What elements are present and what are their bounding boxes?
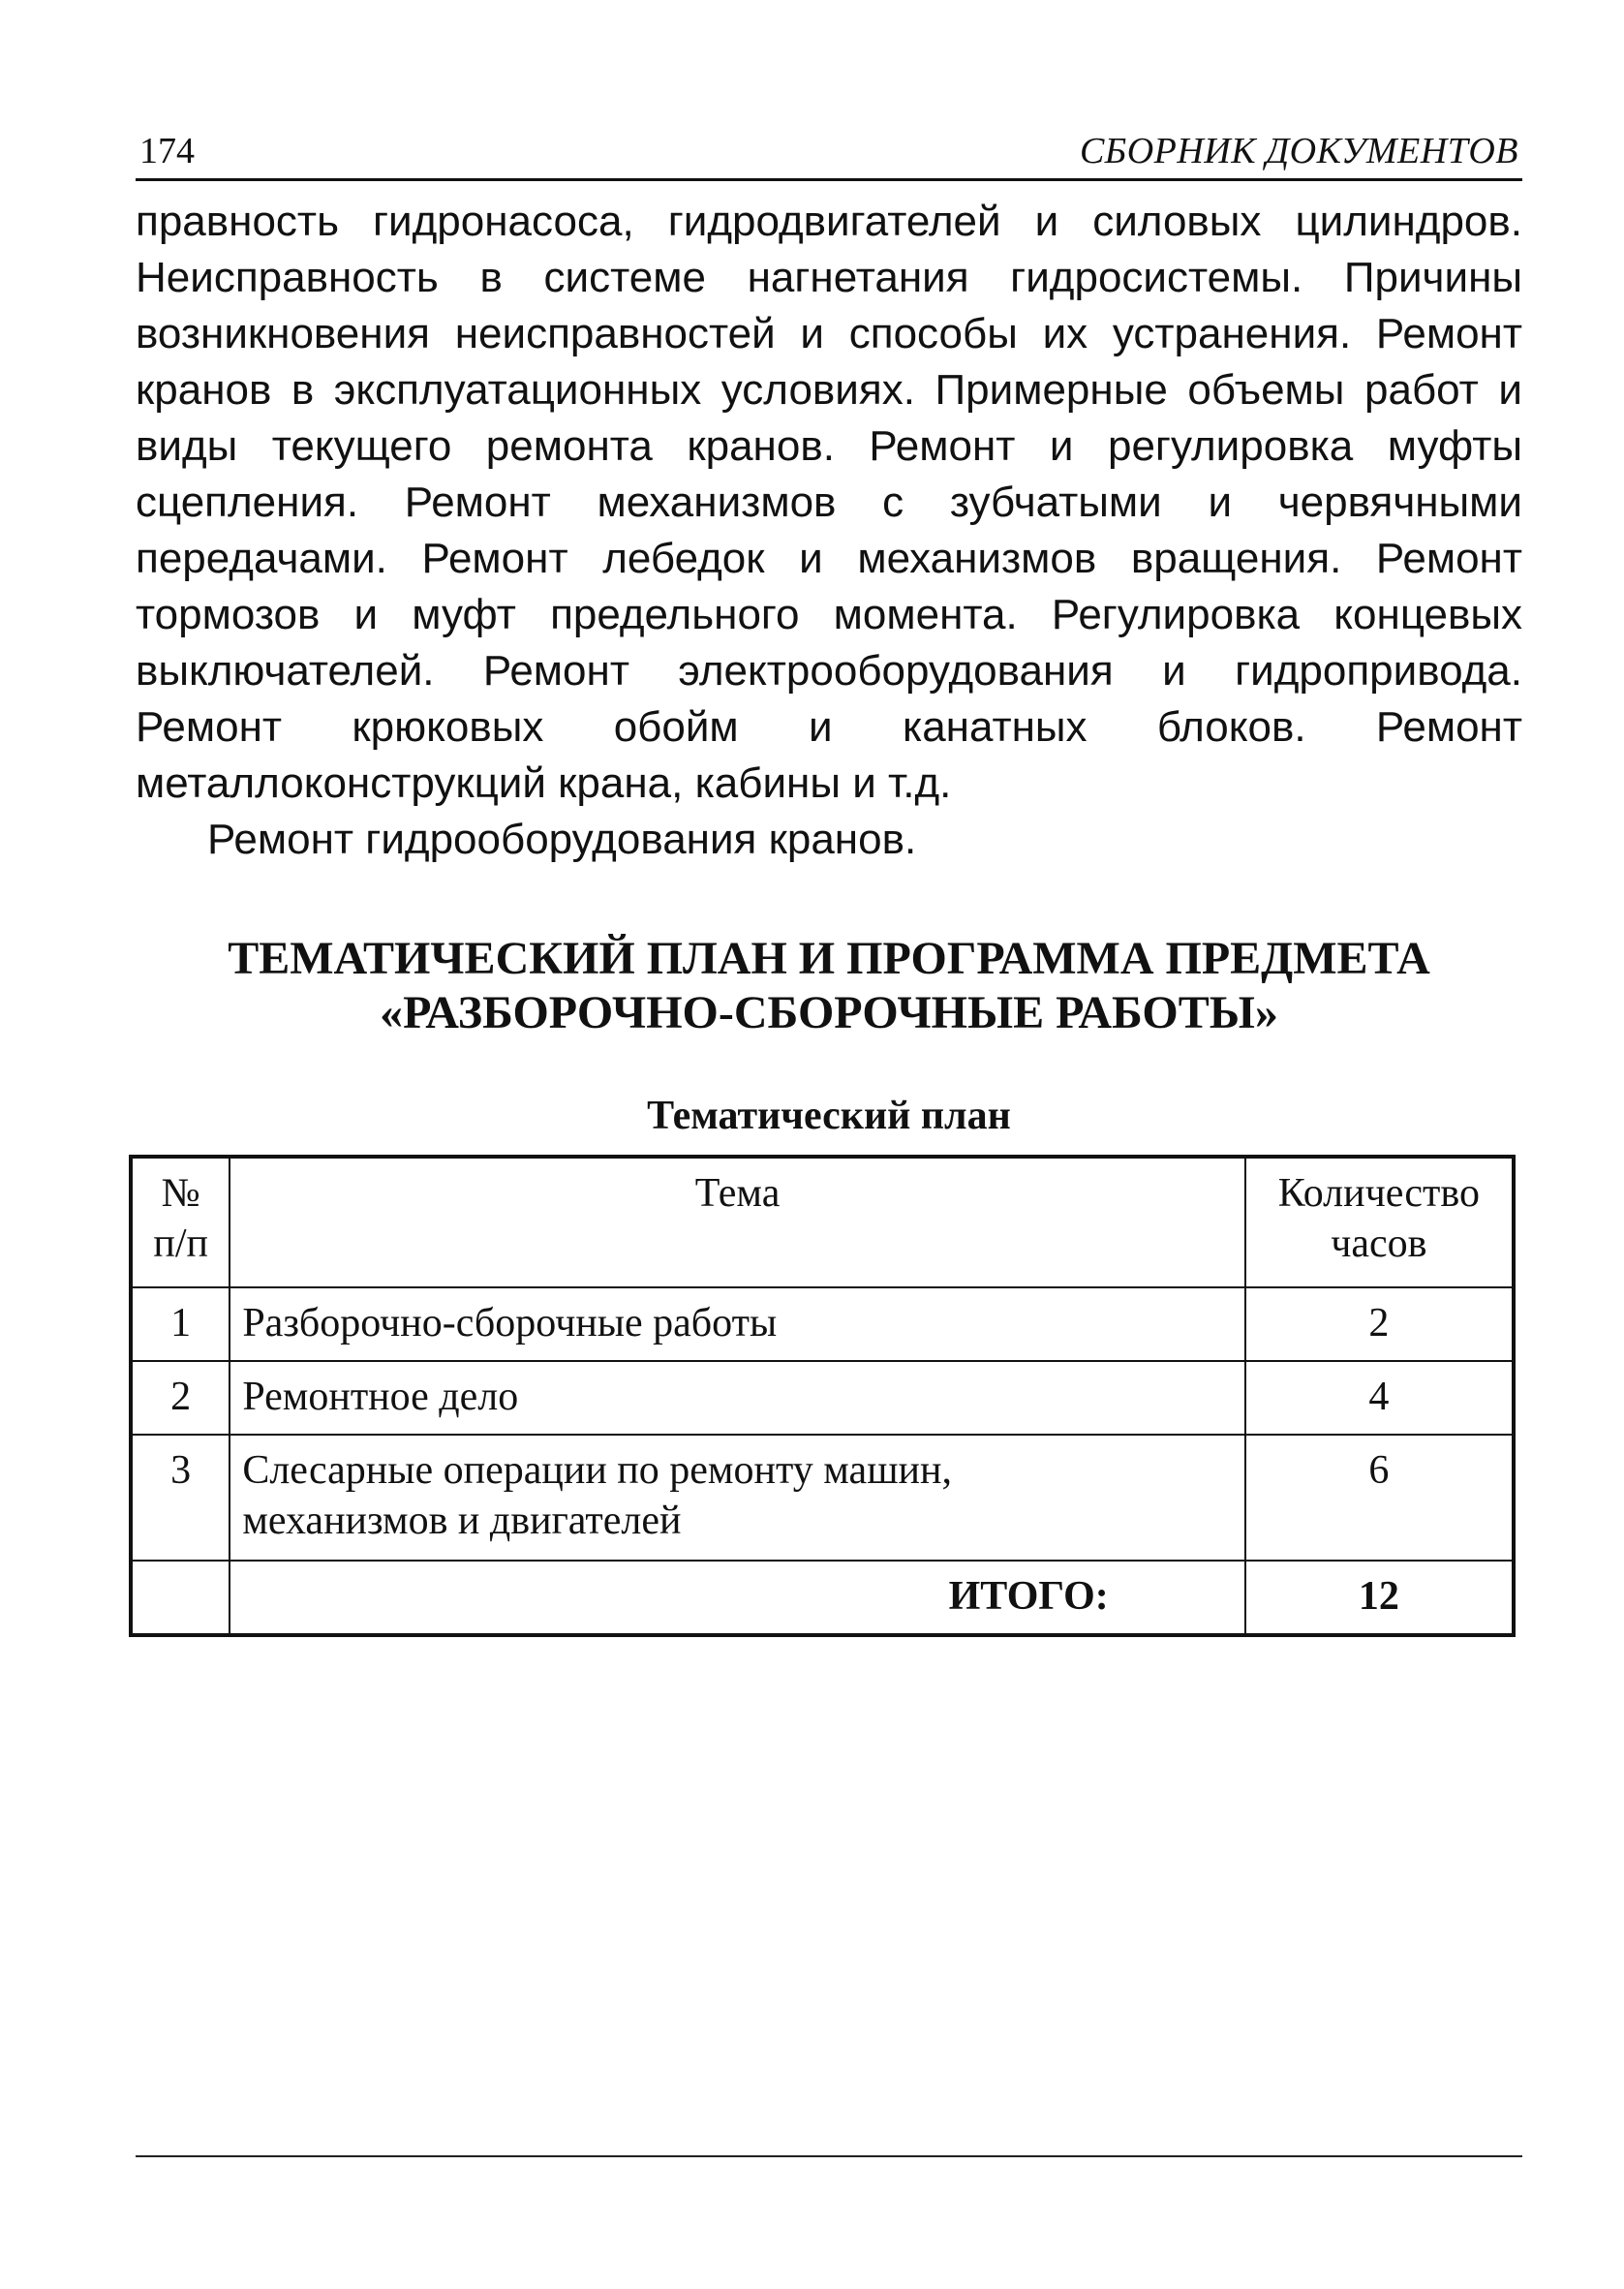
row-number: 1: [131, 1287, 230, 1361]
total-hours: 12: [1245, 1561, 1514, 1635]
section-heading-line-2: «РАЗБОРОЧНО-СБОРОЧНЫЕ РАБОТЫ»: [380, 987, 1278, 1038]
table-caption: Тематический план: [647, 1094, 1011, 1138]
header-number-line-2: п/п: [153, 1222, 208, 1266]
thematic-plan-table: [129, 1155, 1516, 1637]
table-row: [131, 1287, 1514, 1361]
row-number: 3: [131, 1435, 230, 1561]
section-heading-line-1: ТЕМАТИЧЕСКИЙ ПЛАН И ПРОГРАММА ПРЕДМЕТА: [228, 933, 1430, 984]
header-number: [131, 1157, 230, 1287]
document-page: [136, 0, 1522, 2289]
header-hours-line-2: часов: [1331, 1222, 1427, 1266]
header-hours-line-1: Количество: [1277, 1171, 1480, 1216]
body-paragraph: правность гидронасоса, гидродвигателей и силовых цилиндров. Неисправность в системе нагнетания гидросистемы. Причины возникновения неисправностей и способы их устранения. Ремонт кранов в эксплуатационных условиях. Примерные объемы работ и виды текущего ремонта кранов. Ремонт и регулировка муфты сцепления. Ремонт механизмов с зубчатыми и червячными передачами. Ремонт лебедок и механизмов вращения. Ремонт тормозов и муфт предельного момента. Регулировка концевых выключателей. Ремонт электрооборудования и гидропривода. Ремонт крюковых обойм и канатных блоков. Ремонт металлоконструкций крана, кабины и т.д.: [136, 198, 1522, 807]
table-total-row: [131, 1561, 1514, 1635]
footer-divider: [136, 2155, 1522, 2157]
page-number: 174: [139, 131, 195, 171]
running-header: [136, 114, 1522, 181]
row-topic: Разборочно-сборочные работы: [230, 1287, 1244, 1361]
row-topic-line-2: механизмов и двигателей: [242, 1499, 682, 1543]
table-header-row: [131, 1157, 1514, 1287]
row-hours: 2: [1245, 1287, 1514, 1361]
row-topic-line-1: Слесарные операции по ремонту машин,: [242, 1448, 952, 1493]
row-topic: [230, 1435, 1244, 1561]
header-hours: [1245, 1157, 1514, 1287]
row-number: 2: [131, 1361, 230, 1435]
running-title: СБОРНИК ДОКУМЕНТОВ: [1079, 131, 1518, 171]
row-hours: 4: [1245, 1361, 1514, 1435]
table-row: [131, 1435, 1514, 1561]
header-number-line-1: №: [161, 1171, 200, 1216]
row-topic: Ремонтное дело: [230, 1361, 1244, 1435]
row-hours: 6: [1245, 1435, 1514, 1561]
section-heading: [136, 932, 1522, 1040]
table-row: [131, 1361, 1514, 1435]
total-label: ИТОГО:: [230, 1561, 1244, 1635]
body-paragraph-indented: Ремонт гидрооборудования кранов.: [207, 816, 917, 863]
header-topic: Тема: [230, 1157, 1244, 1287]
total-empty-cell: [131, 1561, 230, 1635]
